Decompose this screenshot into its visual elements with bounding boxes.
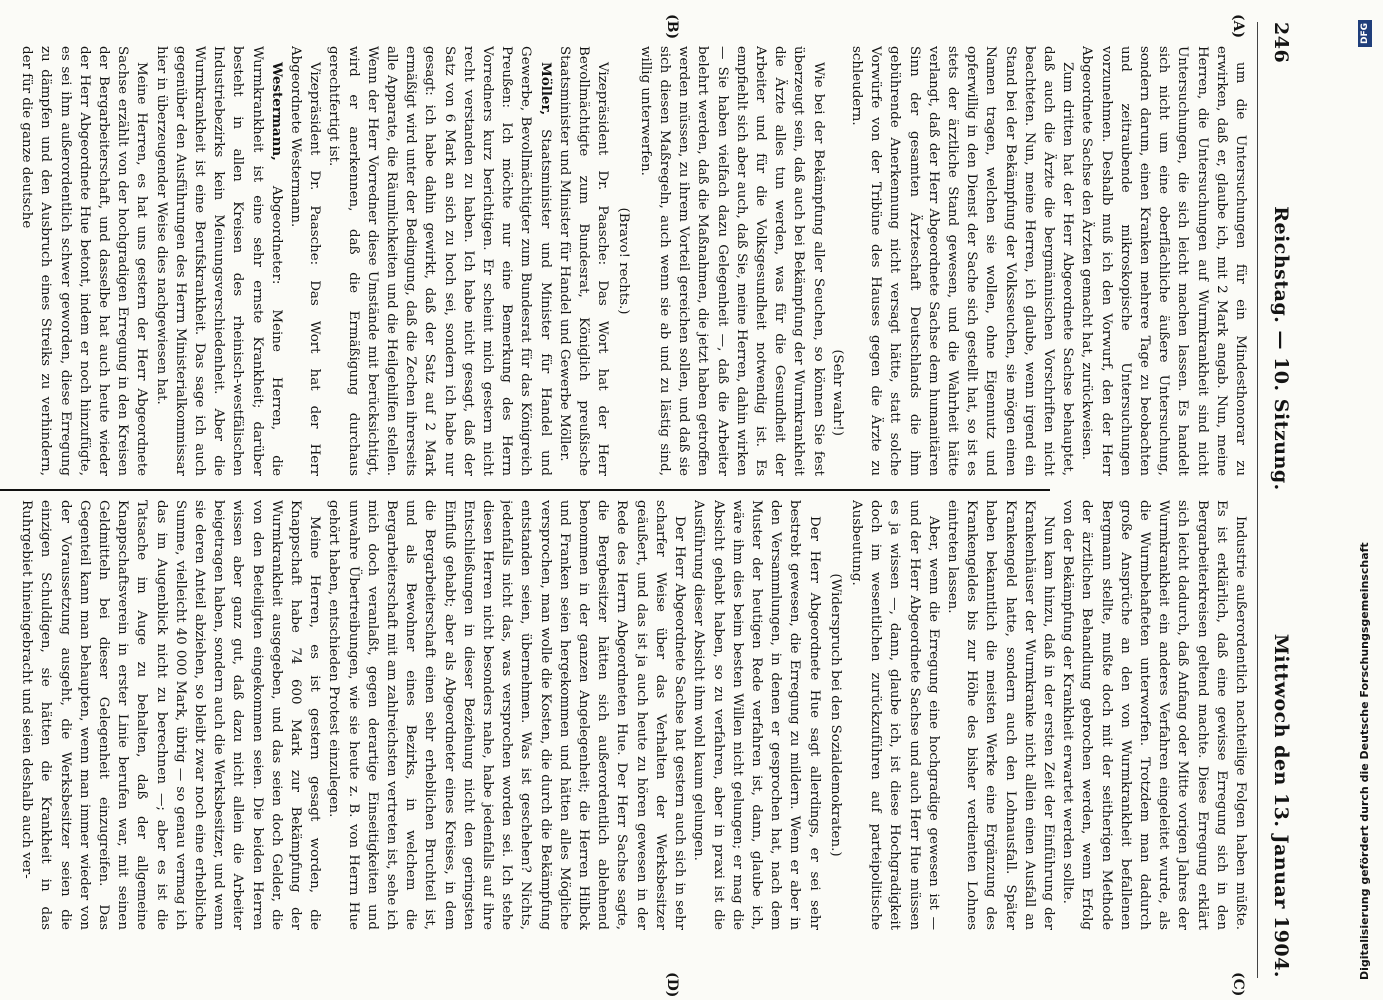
paragraph: Der Herr Abgeordnete Hue sagt allerdings, er sei sehr bestrebt gewesen, die Erregung zu mildern. Wenn er aber in den Versammlungen, in denen er gesprochen hat, nach dem Muster der heutigen Rede verfahren ist, dann, glaube ich, wäre ihm dies beim besten Willen nicht gelungen; er mag die Absicht gehabt haben, so zu verfahren, aber in praxi ist die Ausführung dieser Absicht ihm wohl kaum gelungen. <box>691 500 822 930</box>
session-date: Mittwoch den 13. Januar 1904. <box>1270 633 1292 978</box>
paragraph: um die Untersuchungen für ein Mindesthonorar zu erwirken, daß er, glaube ich, mit 2 Mark angab. Nun, meine Herren, die Untersuchungen auf Wurmkrankheit sind nicht Untersuchungen, die sich leicht machen lassen. Es handelt sich nicht um eine oberflächliche äußere Untersuchung, sondern darum, einen Kranken mehrere Tage zu beobachten und zeitraubende mikroskopische Untersuchungen vorzunehmen. Deshalb muß ich den Vorwurf, den der Herr Abgeordnete Sachse den Ärzten gemacht hat, zurückweisen. <box>1079 46 1248 476</box>
interjection: (Widerspruch bei den Sozialdemokraten.) <box>827 573 843 857</box>
dfg-logo: DFG <box>1358 20 1372 47</box>
paragraph: Wie bei der Bekämpfung aller Seuchen, so können Sie fest überzeugt sein, daß auch bei Bekämpfung der Wurmkrankheit die Ärzte alles tun werden, was für die Gesundheit der Arbeiter und für die Volksgesundheit notwendig ist. Es empfiehlt sich aber auch, daß Sie, meine Herren, dahin wirken — Sie haben vielfach dazu Gelegenheit —, daß die Arbeiter belehrt werden, daß die Maßnahmen, die jetzt haben getroffen werden müssen, zu ihrem Vorteil gereichen sollen, und daß sie sich diesen Maßregeln, auch wenn sie ab und zu lästig sind, willig unterwerfen. <box>637 46 826 476</box>
margin-letter-c: (C) <box>1230 972 1246 997</box>
margin-letter-d: (D) <box>664 972 680 998</box>
margin-letter-a: (A) <box>1230 14 1246 39</box>
chair-announcement: Vizepräsident Dr. Paasche: Das Wort hat der Herr Abgeordnete Westermann. <box>288 46 323 476</box>
speaker-name: Westermann, <box>268 62 285 161</box>
paragraph: Industrie außerordentlich nachteilige Folgen haben müßte. Es ist erklärlich, daß eine gewisse Erregung sich in den Bergarbeiterkreisen geltend machte. Diese Erregung erklärt sich leicht dadurch, daß Anfang oder Mitte vorigen Jahres der Wurmkrankheit ein anderes Verfahren eingeleitet wurde, als die Wurmbehafteten unterworfen. Trotzdem man dadurch große Ansprüche an den von Wurmkrankheit befallenen Bergmann stellte, mußte doch mit der seitherigen Methode der ärztlichen Behandlung gebrochen werden, wenn Erfolg von der Bekämpfung der Krankheit erwartet werden sollte. <box>1060 500 1248 930</box>
interjection: (Sehr wahr!) <box>829 349 845 436</box>
paragraph: Meine Herren, es hat uns gestern der Herr Abgeordnete Sachse erzählt von der hochgradigen Erregung in den Kreisen der Bergarbeiterschaft, und dasselbe hat auch heute wieder der Herr Abgeordnete Hue betont, indem er noch hinzufügte, es sei ihm außerordentlich schwer geworden, diese Erregung zu dämpfen und den Ausbruch eines Streiks zu verhindern, der für die ganze deutsche <box>19 46 150 476</box>
paragraph: Meine Herren, es ist gestern gesagt worden, die Knappschaft habe 74 600 Mark zur Bekämpfung der Wurmkrankheit ausgegeben, und das seien doch Gelder, die von den Beteiligten eingekommen seien. Die beiden Herren wissen aber ganz gut, daß dazu nicht allein die Arbeiter beigetragen haben, sondern auch die Werksbesitzer, und wenn sie deren Anteil abziehen, so bleibt zwar noch eine erhebliche Summe, vielleicht 40 000 Mark, übrig — so genau vermag ich das im Augenblick nicht zu berechnen —; aber es ist die Tatsache im Auge zu behalten, daß der allgemeine Knappschaftsverein in erster Linie berufen war, mit seinen Geldmitteln bei dieser Gelegenheit einzugreifen. Das Gegenteil kann man behaupten, wenn man immer wieder von der Voraussetzung ausgeht, die Werksbesitzer seien die einzigen Schuldigen, sie hätten die Krankheit in das Ruhrgebiet hineingebracht und seien deshalb auch ver- <box>19 500 323 930</box>
paragraph: Nun kam hinzu, daß in der ersten Zeit der Einführung der Krankenhäuser der Wurmkranke nicht allein einen Ausfall an Krankengeld hatte, sondern auch den Lohnausfall. Später haben bekanntlich die meisten Werke eine Ergänzung des Krankengeldes bis zur Höhe des bisher verdienten Lohnes eintreten lassen. <box>944 500 1056 930</box>
paragraph: Der Herr Abgeordnete Sachse hat gestern auch sich in sehr scharfer Weise über das Verhalten der Werksbesitzer geäußert, und das ist ja auch heute zu hören gewesen in der Rede des Herrn Abgeordneten Hue. Der Herr Sachse sagte, die Bergbesitzer hätten sich außerordentlich ablehnend benommen in der ganzen Angelegenheit; die Herren Hilbck und Franken seien hergekommen und hätten alles Mögliche versprochen, man wolle die Kosten, die durch die Bekämpfung entstanden seien, übernehmen. Was ist geschehen? Nichts, jedenfalls nicht das, was versprochen worden sei. Ich stehe diesen Herren nicht besonders nahe, habe jedenfalls auf ihre Entschließungen in dieser Beziehung nicht den geringsten Einfluß gehabt; aber als Abgeordneter eines Kreises, in dem die Bergarbeiterschaft einen sehr erheblichen Bruchteil ist, und als Bewohner eines Bezirks, in welchem die Bergarbeiterschaft mit am zahlreichsten vertreten ist, sehe ich mich doch veranlaßt, gegen derartige Einseitigkeiten und unwahre Übertreibungen, wie sie heute z. B. von Herrn Hue gehört haben, entschieden Protest einzulegen. <box>326 500 688 930</box>
interjection: (Bravo! rechts.) <box>616 207 632 315</box>
credit-text: Digitalisierung gefördert durch die Deutsche Forschungsgemeinschaft <box>1358 542 1371 980</box>
speech-text: Staatsminister und Minister für Handel und Gewerbe, Bevollmächtigter zum Bundesrat für das Königreich Preußen: Ich möchte nur eine Bemerkung des Herrn Vorredners kurz berichtigen. Er scheint mich gestern nicht recht verstanden zu haben. Ich habe nicht gesagt, daß der Satz von 6 Mark an sich zu hoch sei, sondern ich habe nur gesagt: ich habe dahin gewirkt, daß der Satz auf 2 Mark ermäßigt wird unter der Bedingung, daß die Zechen ihrerseits alle Apparate, die Räumlichkeiten und die Heilgehilfen stellen. Wenn der Herr Vorredner diese Umstände mit berücksichtigt, wird er anerkennen, daß die Ermäßigung durchaus gerechtfertigt ist. <box>326 46 553 476</box>
chair-announcement: Vizepräsident Dr. Paasche: Das Wort hat der Herr Bevollmächtigte zum Bundesrat, Königlich preußische Staatsminister und Minister für Handel und Gewerbe Möller. <box>556 46 611 476</box>
digitization-credit <box>1354 20 1376 980</box>
paragraph: Zum dritten hat der Herr Abgeordnete Sachse behauptet, daß auch die Ärzte die bergmännischen Vorschriften nicht beachteten. Nun, meine Herren, ich glaube, wenn irgend ein Stand bei der Bekämpfung der Volksseuchen, sie mögen einen Namen tragen, welchen sie wollen, ohne Eigennutz und opferwillig in den Dienst der Sache sich gestellt hat, so ist es stets der ärztliche Stand gewesen, und die Wahrheit hätte verlangt, daß der Herr Abgeordnete Sachse dem humanitären Sinn der gesamten Ärzteschaft Deutschlands die ihm gebührende Anerkennung nicht versagt hätte, statt solche Vorwürfe von der Tribüne des Hauses gegen die Ärzte zu schleudern. <box>848 46 1076 476</box>
column-divider <box>0 489 1050 491</box>
speech-paragraph <box>324 46 554 476</box>
session-title: Reichstag. — 10. Sitzung. <box>1270 206 1292 491</box>
speech-text: Abgeordneter: Meine Herren, die Wurmkrankheit ist eine sehr ernste Krankheit; darüber besteht in allen Kreisen des rheinisch-westfälischen Industriebezirks kein Meinungsverschiedenheit. Aber die Wurmkrankheit ist eine Berufskrankheit. Das sage ich auch gegenüber den Ausführungen des Herrn Ministerialkommissar hier in überzeugender Weise dies nachgewiesen hat. <box>153 46 284 476</box>
page-number: 246 <box>1270 22 1292 64</box>
left-column <box>8 46 1250 476</box>
right-column <box>8 500 1250 930</box>
margin-letter-b: (B) <box>664 14 680 40</box>
paragraph: Aber, wenn die Erregung eine hochgradige gewesen ist — und der Herr Abgeordnete Sachse und auch Herr Hue müssen es ja wissen —, dann, glaube ich, ist diese Hochgradigkeit doch im wesentlichen zurückzuführen auf parteipolitische Ausbeutung. <box>848 500 941 930</box>
running-head <box>1257 22 1292 978</box>
speaker-name: Möller, <box>537 62 554 116</box>
speech-paragraph <box>151 46 285 476</box>
